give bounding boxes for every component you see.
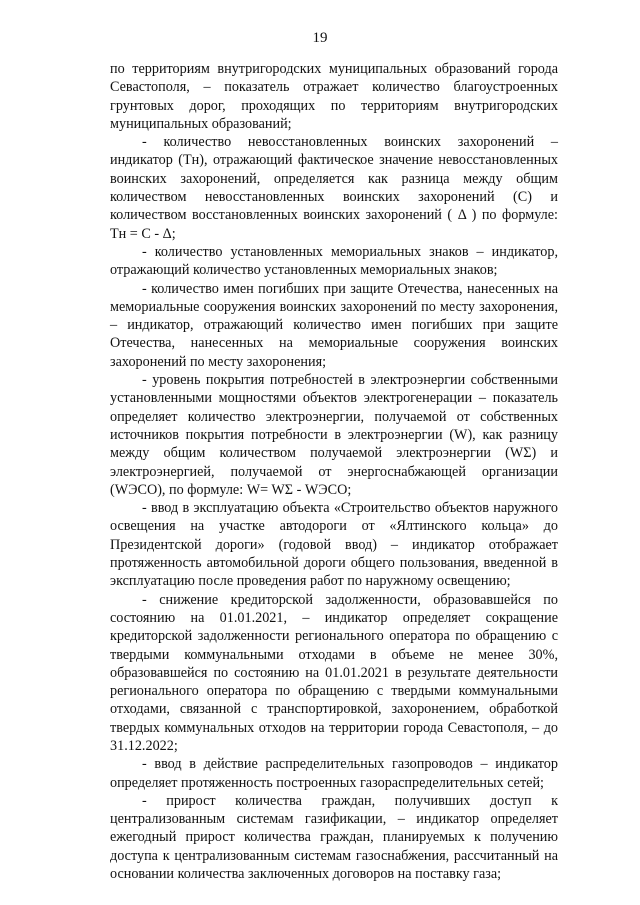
paragraph-names-of-fallen: - количество имен погибших при защите Отечества, нанесенных на мемориальные сооружения воинских захоронений по месту захоронения, – индикатор, отражающий количество имен погибших при защите Отечества, нанесенных на мемориальные сооружения воинских захоронений по месту захоронения; — [110, 280, 558, 370]
paragraph-gas-pipelines: - ввод в действие распределительных газопроводов – индикатор определяет протяженность построенных газораспределительных сетей; — [110, 756, 558, 791]
paragraph-debt-reduction: - снижение кредиторской задолженности, образовавшейся по состоянию на 01.01.2021, – индикатор определяет сокращение кредиторской задолженности регионального оператора по обращению с твердыми коммунальными отходами в объеме не менее 30%, образовавшейся по состоянию на 01.01.2021 в результате деятельности регионального оператора по обращению с твердыми коммунальными отходами, связанной с транспортировкой, захоронением, обработкой твердых коммунальных отходов на территории города Севастополя, – до 31.12.2022; — [110, 591, 558, 754]
paragraph-roads-continuation: по территориям внутригородских муниципальных образований города Севастополя, – показатель отражает количество благоустроенных грунтовых дорог, проходящих по территориям внутригородских муниципальных образований; — [110, 61, 558, 132]
paragraph-electricity-coverage: - уровень покрытия потребностей в электроэнергии собственными установленными мощностями объектов электрогенерации – показатель определяет количество электроэнергии, получаемой от собственных источников покрытия потребности в электроэнергии (W), как разницу между общим количеством получаемой электроэнергии (WΣ) и электроэнергией, получаемой от энергоснабжающей организации (WЭСО), по формуле: W= WΣ - WЭСО; — [110, 372, 558, 498]
paragraph-street-lighting: - ввод в эксплуатацию объекта «Строительство объектов наружного освещения на участке автодороги от «Ялтинского кольца» до Президентской дороги» (годовой ввод) – индикатор отображает протяженность автомобильной дороги общего пользования, введенной в эксплуатацию после проведения работ по наружному освещению; — [110, 500, 558, 590]
page-number: 19 — [312, 30, 328, 46]
paragraph-gas-access: - прирост количества граждан, получивших доступ к централизованным системам газификации, – индикатор определяет ежегодный прирост количества граждан, планируемых к получению доступа к централизованным системам газоснабжения, рассчитанный на основании количества заключенных договоров на поставку газа; — [110, 792, 558, 883]
paragraph-unrestored-burials: - количество невосстановленных воинских захоронений – индикатор (Тн), отражающий фактическое значение невосстановленных воинских захоронений, определяется как разница между общим количеством невосстановленных воинских захоронений (С) и количеством восстановленных воинских захоронений ( Δ ) по формуле: Тн = С - Δ; — [110, 134, 558, 242]
document-body — [110, 60, 558, 883]
paragraph-memorial-signs: - количество установленных мемориальных знаков – индикатор, отражающий количество установленных мемориальных знаков; — [110, 243, 558, 279]
